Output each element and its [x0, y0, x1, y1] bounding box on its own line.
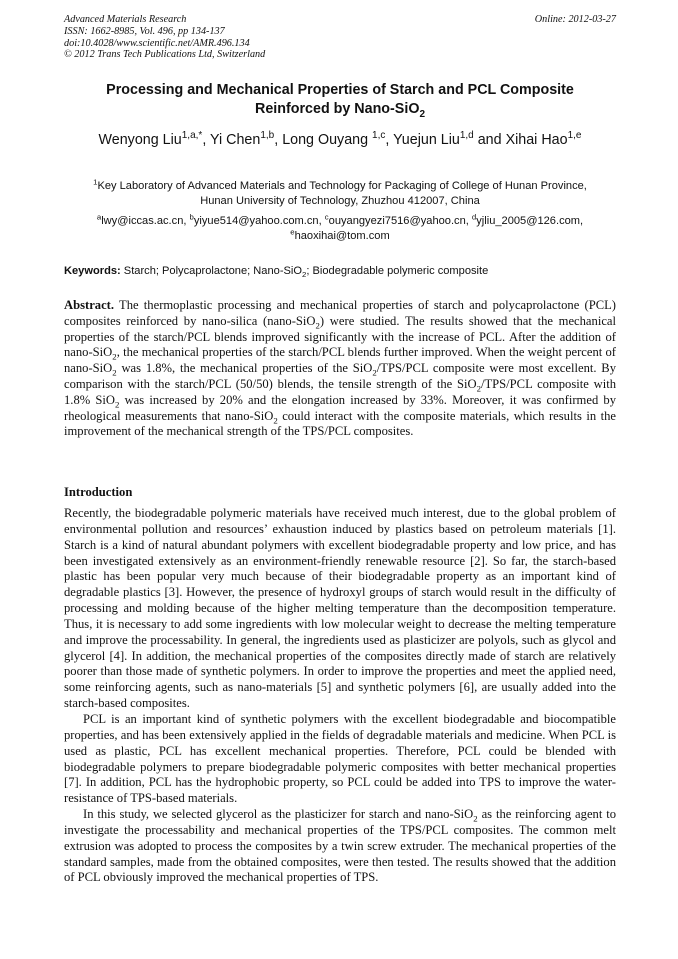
keywords-text-end: ; Biodegradable polymeric composite [306, 265, 489, 277]
affiliation [64, 179, 616, 208]
author-separator: , [202, 132, 210, 148]
author-affiliation-mark: 1,a,* [181, 130, 203, 142]
author-name: Yuejun Liu [393, 132, 460, 148]
abstract-label: Abstract. [64, 298, 115, 312]
abstract-text: was increased by 20% and the elongation increased by 33%. Moreover, it was confirmed by rheological measurements that nano-SiO [64, 392, 616, 423]
author-name: Yi Chen [210, 132, 261, 148]
abstract-subscript: 2 [372, 367, 377, 378]
section-heading-introduction: Introduction [64, 485, 133, 499]
abstract-text: was 1.8%, the mechanical properties of the SiO [116, 361, 373, 376]
email-mark: e [290, 226, 295, 236]
intro-paragraph-3 [64, 807, 616, 886]
author-separator: and [473, 132, 506, 148]
email-address: yiyue514@yahoo.com.cn, [193, 215, 325, 227]
online-date: Online: 2012-03-27 [534, 14, 616, 25]
email-list [64, 214, 616, 243]
intro-paragraph-2: PCL is an important kind of synthetic polymers with the excellent biodegradable and biocompatible properties, and has been extensively applied in the fields of degradable materials and medicine. When PCL is used as plastic, PCL has excellent mechanical properties. Therefore, PCL could be blended with biodegradable polymers to prepare biodegradable polymeric composites with better mechanical properties [7]. In addition, PCL has the hydrophobic property, so PCL could be added into TPS to improve the water-resistance of TPS-based materials. [64, 711, 616, 806]
abstract-subscript: 2 [476, 383, 481, 394]
email-mark: c [324, 212, 329, 222]
author-separator: , [385, 132, 394, 148]
author-affiliation-mark: 1,b [260, 130, 275, 142]
title-subscript: 2 [419, 108, 425, 120]
email-line-2 [64, 226, 616, 244]
email-mark: a [96, 212, 102, 222]
issn-line: ISSN: 1662-8985, Vol. 496, pp 134-137 [64, 25, 225, 37]
abstract-text: /TPS/PCL composite were most excellent. By comparison with the starch/PCL (50/50) blends, the tensile strength of the SiO [64, 361, 616, 391]
abstract-text: /TPS/PCL composite with 1.8% SiO [64, 376, 616, 407]
abstract-subscript: 2 [315, 320, 320, 331]
author-affiliation-mark: 1,c [372, 130, 386, 142]
copyright-line: © 2012 Trans Tech Publications Ltd, Switzerland [64, 49, 266, 61]
email-address: lwy@iccas.ac.cn, [101, 215, 190, 227]
journal-name: Advanced Materials Research [64, 14, 187, 25]
author-list [64, 130, 616, 150]
intro-paragraph-3-text-end: as the reinforcing agent to investigate the processability and mechanical properties of the TPS/PCL composites. The common melt extrusion was adopted to process the composites by a twin screw extruder. The mechanical properties of the standard samples, made from the obtained composites, were then tested. The results showed that the addition of PCL obviously improved the mechanical properties of TPS. [64, 807, 617, 885]
affiliation-line-2: Hunan University of Technology, Zhuzhou 412007, China [200, 194, 480, 207]
affiliation-mark: 1 [93, 177, 98, 187]
abstract-text: , the mechanical properties of the starch/PCL blends further improved. When the weight percent of nano-SiO [64, 345, 616, 376]
author-separator: , [274, 132, 283, 148]
intro-subscript: 2 [473, 813, 478, 824]
email-address: ouyangyezi7516@yahoo.cn, [328, 215, 472, 227]
author-name: Wenyong Liu [98, 132, 182, 148]
affiliation-line-1 [64, 179, 616, 194]
intro-paragraph-3-text: In this study, we selected glycerol as the plasticizer for starch and nano-SiO [83, 807, 474, 822]
email-mark: b [189, 212, 194, 222]
author-affiliation-mark: 1,e [567, 130, 582, 142]
email-line-1 [64, 214, 616, 229]
keywords [64, 264, 616, 279]
abstract-subscript: 2 [112, 351, 117, 362]
abstract-subscript: 2 [273, 415, 278, 426]
abstract-text: The thermoplastic processing and mechanical properties of starch and polycaprolactone (PCL) composites reinforced by nano-silica (nano-SiO [64, 298, 616, 328]
abstract-text: ) were studied. The results showed that the mechanical properties of the starch/PCL blends improved significantly with the increase of PCL. After the addition of nano-SiO [64, 313, 616, 360]
doi-line: doi:10.4028/www.scientific.net/AMR.496.134 [64, 37, 250, 49]
abstract-subscript: 2 [115, 399, 120, 410]
email-mark: d [471, 212, 477, 222]
title-line-1: Processing and Mechanical Properties of Starch and PCL Composite [106, 82, 574, 98]
abstract-text: could interact with the composite materials, which results in the improvement of the mechanical strength of the TPS/PCL composites. [64, 408, 617, 439]
intro-paragraph-1: Recently, the biodegradable polymeric materials have received much interest, due to the global problem of environmental pollution and resources’ exhaustion induced by plastics based on petroleum materials [1]. Starch is a kind of natural abundant polymers with excellent biodegradable property and low price, and has been investigated extensively as an environment-friendly renewable resource [2]. So far, the starch-based plastic has been popular very much because of their biodegradable property as an important kind of degradable plastics [3]. However, the presence of hydroxyl groups of starch would result in the difficulty of processing and molding because of the higher melting temperature than the decomposition temperature. Thus, it is necessary to add some ingredients with low molecular weight to decrease the melting temperature and improve the processability. In general, the ingredients used as plasticizer are polyols, such as glycol and glycerol [4]. In addition, the mechanical properties of the composites directly made of starch are relatively poorer than those made of synthetic polymers. In order to improve the properties and meet the applied need, some reinforcing agents, such as nano-materials [5] and synthetic polymers [6], are usually added into the starch-based composites. [64, 506, 616, 711]
keywords-label: Keywords: [64, 265, 121, 277]
introduction-body [64, 506, 616, 886]
affiliation-text-1: Key Laboratory of Advanced Materials and Technology for Packaging of College of Hunan Province, [97, 180, 587, 192]
keywords-text: Starch; Polycaprolactone; Nano-SiO [120, 265, 303, 277]
email-address: yjliu_2005@126.com, [476, 215, 584, 227]
paper-title [64, 81, 616, 119]
author-affiliation-mark: 1,d [459, 130, 474, 142]
email-address: haoxihai@tom.com [294, 229, 390, 242]
abstract-subscript: 2 [112, 367, 117, 378]
author-name: Long Ouyang [282, 132, 373, 148]
title-line-2 [64, 100, 616, 119]
title-line-2-text: Reinforced by Nano-SiO [255, 101, 420, 117]
abstract [64, 298, 616, 440]
journal-header [64, 14, 616, 61]
keywords-subscript: 2 [302, 270, 307, 280]
author-name: Xihai Hao [505, 132, 568, 148]
